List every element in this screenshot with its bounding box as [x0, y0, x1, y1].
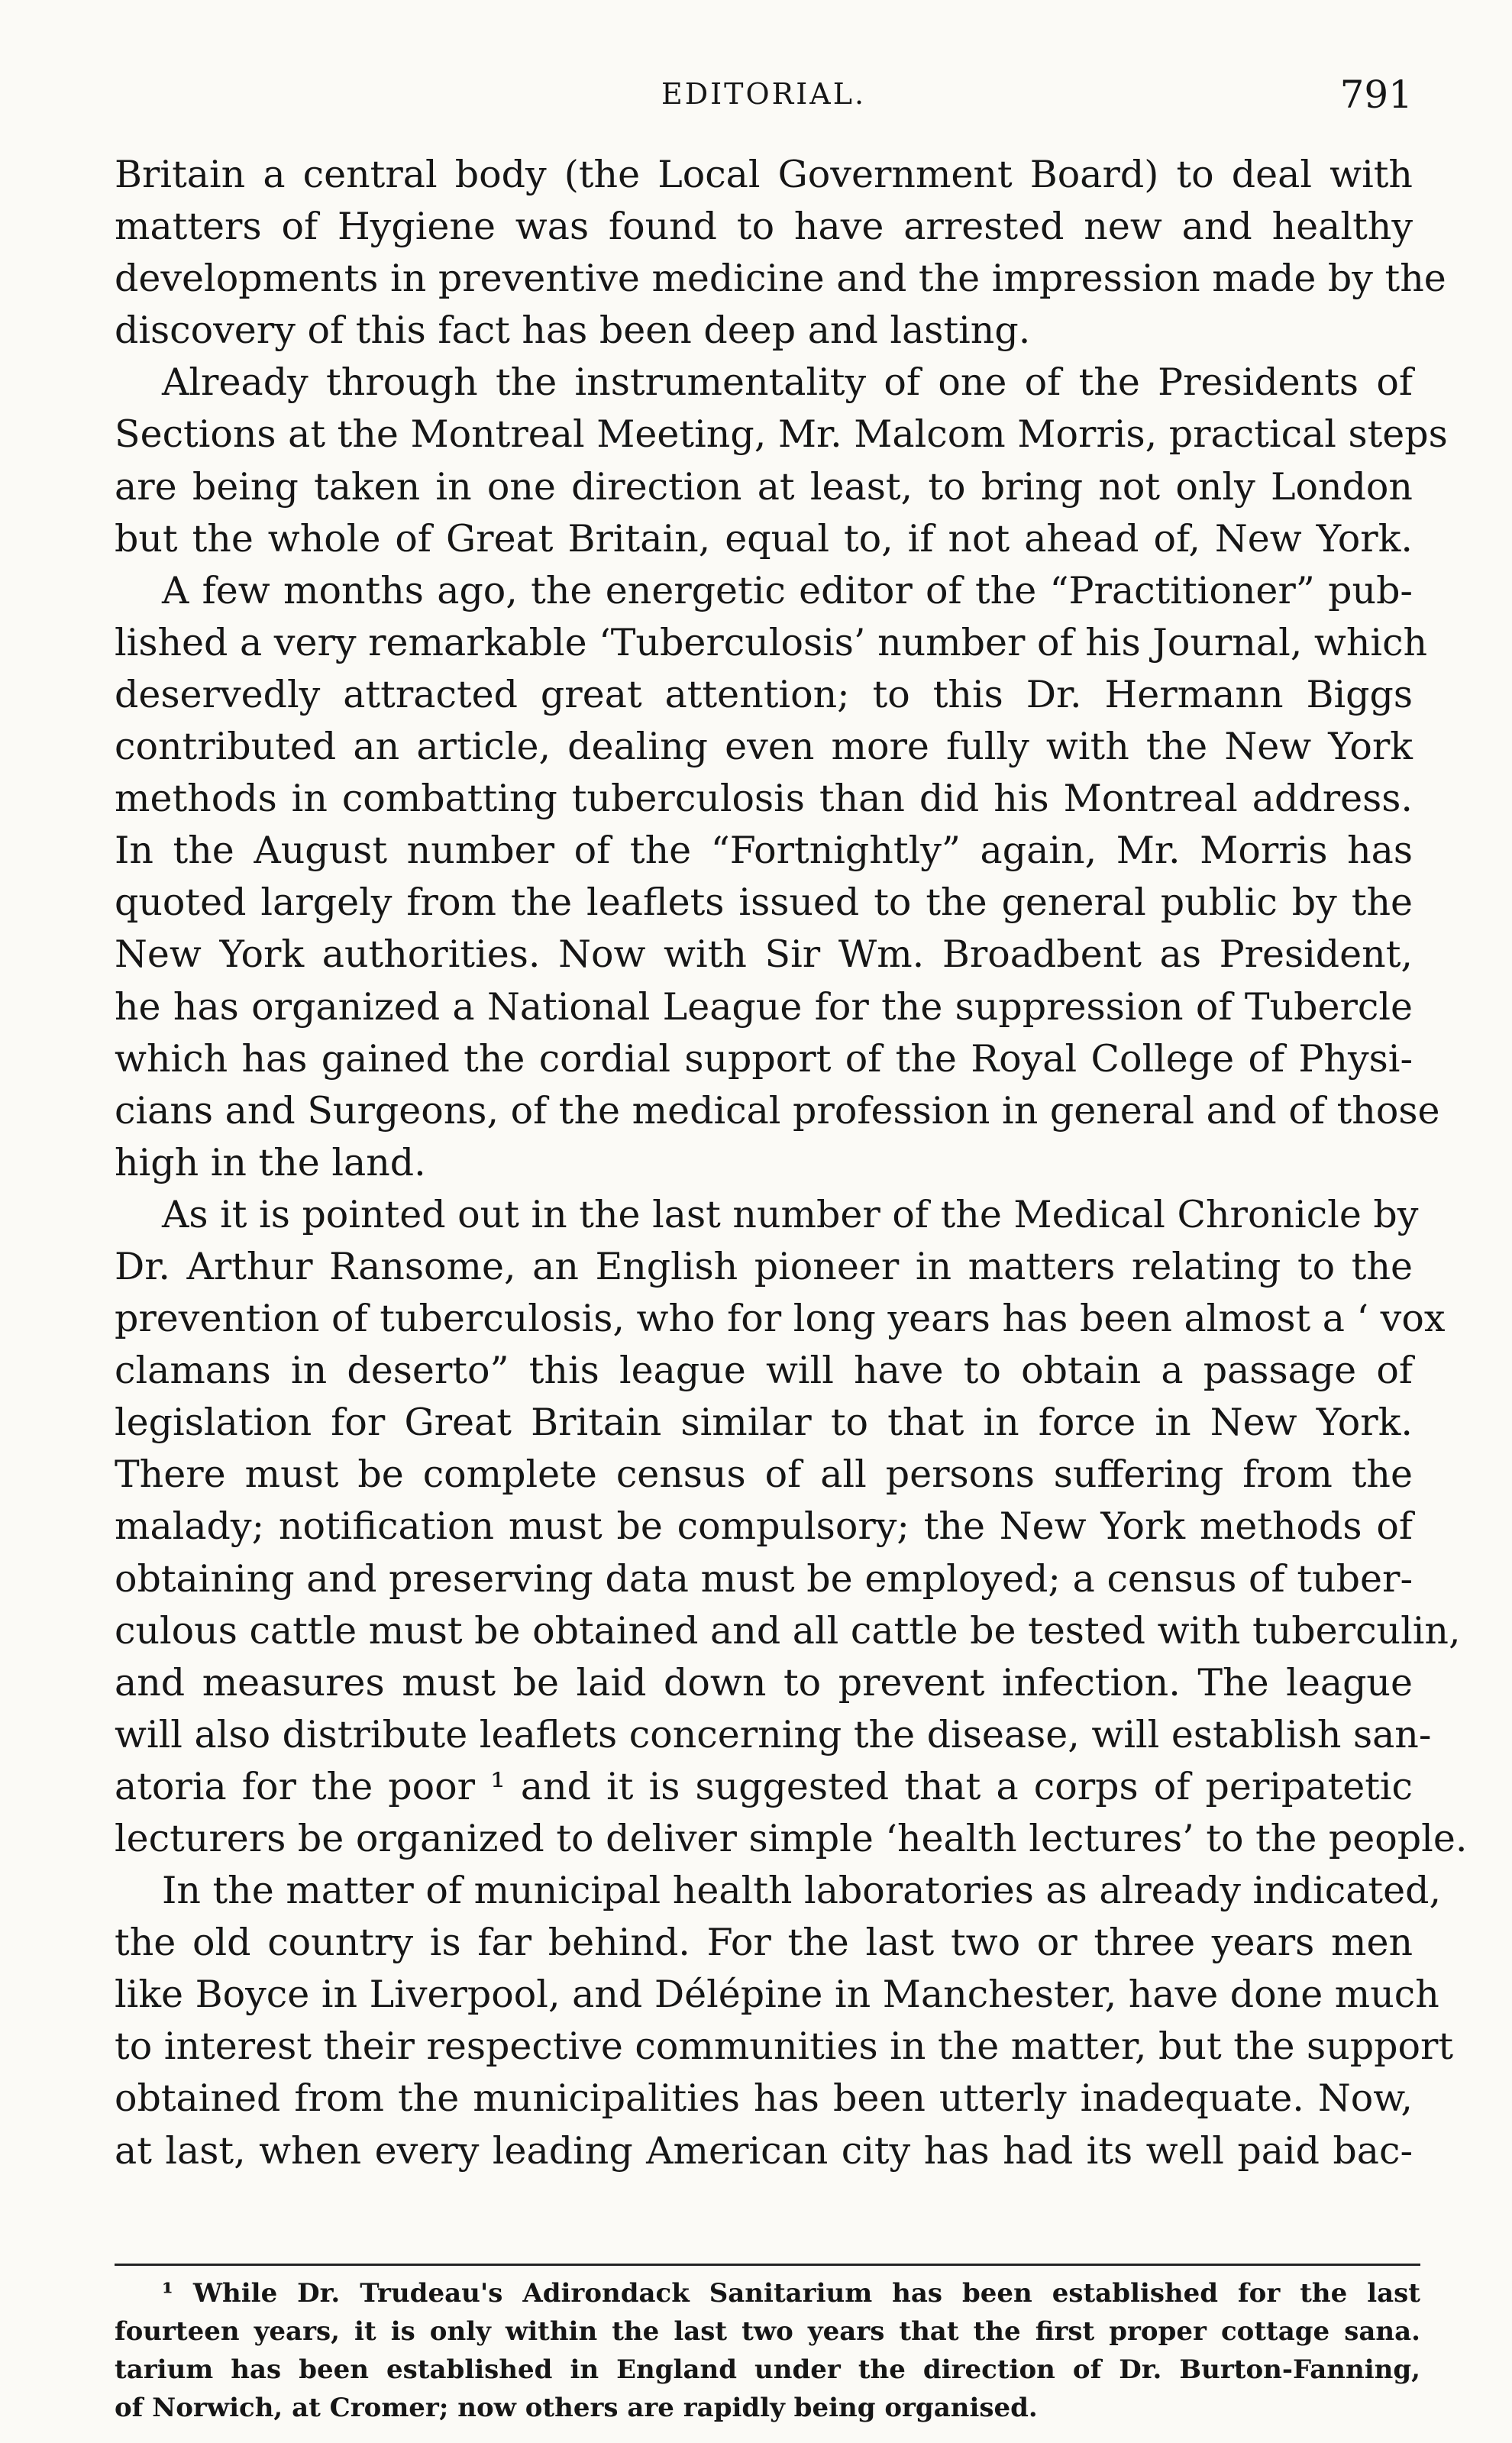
text-line: Already through the instrumentality of one of the Presidents of	[162, 360, 1413, 405]
text-line: cians and Surgeons, of the medical profession in general and of those	[115, 1088, 1440, 1133]
text-line: contributed an article, dealing even more fully with the New York	[115, 725, 1413, 769]
footnote	[115, 2274, 1420, 2427]
text-line: will also distribute leaflets concerning the disease, will establish san-	[115, 1712, 1432, 1756]
text-line: prevention of tuberculosis, who for long years has been almost a ‘ vox	[115, 1297, 1446, 1341]
text-line: As it is pointed out in the last number of the Medical Chronicle by	[162, 1192, 1419, 1236]
text-line: malady; notification must be compulsory; the New York methods of	[115, 1504, 1413, 1549]
text-line: legislation for Great Britain similar to that in force in New York.	[115, 1401, 1413, 1445]
text-line: are being taken in one direction at least, to bring not only London	[115, 464, 1413, 509]
running-head: EDITORIAL.	[661, 77, 867, 111]
text-line: Dr. Arthur Ransome, an English pioneer in matters relating to the	[115, 1244, 1413, 1288]
text-line: the old country is far behind. For the last two or three years men	[115, 1921, 1413, 1965]
text-line: deservedly attracted great attention; to this Dr. Hermann Biggs	[115, 672, 1413, 716]
footnote-divider	[115, 2264, 1420, 2266]
text-line: obtaining and preserving data must be employed; a census of tuber-	[115, 1556, 1413, 1601]
text-line: A few months ago, the energetic editor of the “Practitioner” pub-	[162, 568, 1413, 612]
footnote-line: tarium has been established in England under the direction of Dr. Burton-Fanning,	[115, 2354, 1420, 2385]
text-line: In the matter of municipal health laboratories as already indicated,	[162, 1869, 1442, 1913]
text-line: developments in preventive medicine and the impression made by the	[115, 257, 1446, 301]
text-line: quoted largely from the leaflets issued to the general public by the	[115, 881, 1413, 925]
text-line: clamans in deserto” this league will have to obtain a passage of	[115, 1349, 1413, 1393]
footnote-line: of Norwich, at Cromer; now others are rapidly being organised.	[115, 2393, 1038, 2423]
text-line: atoria for the poor ¹ and it is suggested that a corps of peripatetic	[115, 1764, 1413, 1808]
text-line: like Boyce in Liverpool, and Délépine in Manchester, have done much	[115, 1973, 1439, 2017]
text-line: New York authorities. Now with Sir Wm. Broadbent as President,	[115, 932, 1413, 977]
text-line: at last, when every leading American city has had its well paid bac-	[115, 2128, 1413, 2173]
text-line: methods in combatting tuberculosis than did his Montreal address.	[115, 777, 1413, 821]
text-line: he has organized a National League for the suppression of Tubercle	[115, 984, 1413, 1029]
text-line: There must be complete census of all persons suffering from the	[115, 1453, 1413, 1497]
footnote-line: fourteen years, it is only within the last two years that the first proper cottage sana.	[115, 2316, 1420, 2347]
text-line: and measures must be laid down to prevent infection. The league	[115, 1660, 1413, 1705]
text-line: high in the land.	[115, 1140, 426, 1184]
text-line: Sections at the Montreal Meeting, Mr. Malcom Morris, practical steps	[115, 412, 1448, 457]
text-line: lished a very remarkable ‘Tuberculosis’ number of his Journal, which	[115, 620, 1428, 664]
text-line: In the August number of the “Fortnightly” again, Mr. Morris has	[115, 829, 1413, 873]
page-number: 791	[1339, 73, 1413, 117]
text-line: but the whole of Great Britain, equal to, if not ahead of, New York.	[115, 516, 1413, 561]
text-line: Britain a central body (the Local Government Board) to deal with	[115, 153, 1413, 196]
text-line: matters of Hygiene was found to have arrested new and healthy	[115, 205, 1413, 249]
text-line: obtained from the municipalities has been utterly inadequate. Now,	[115, 2076, 1413, 2121]
text-line: lecturers be organized to deliver simple ‘health lectures’ to the people.	[115, 1817, 1468, 1860]
body-text	[115, 149, 1468, 2177]
text-line: discovery of this fact has been deep and lasting.	[115, 309, 1031, 353]
text-line: which has gained the cordial support of the Royal College of Physi-	[115, 1036, 1413, 1081]
text-line: culous cattle must be obtained and all cattle be tested with tuberculin,	[115, 1608, 1461, 1653]
text-line: to interest their respective communities in the matter, but the support	[115, 2025, 1454, 2069]
page-header	[115, 73, 1413, 118]
footnote-line: ¹ While Dr. Trudeau's Adirondack Sanitarium has been established for the last	[162, 2278, 1420, 2309]
